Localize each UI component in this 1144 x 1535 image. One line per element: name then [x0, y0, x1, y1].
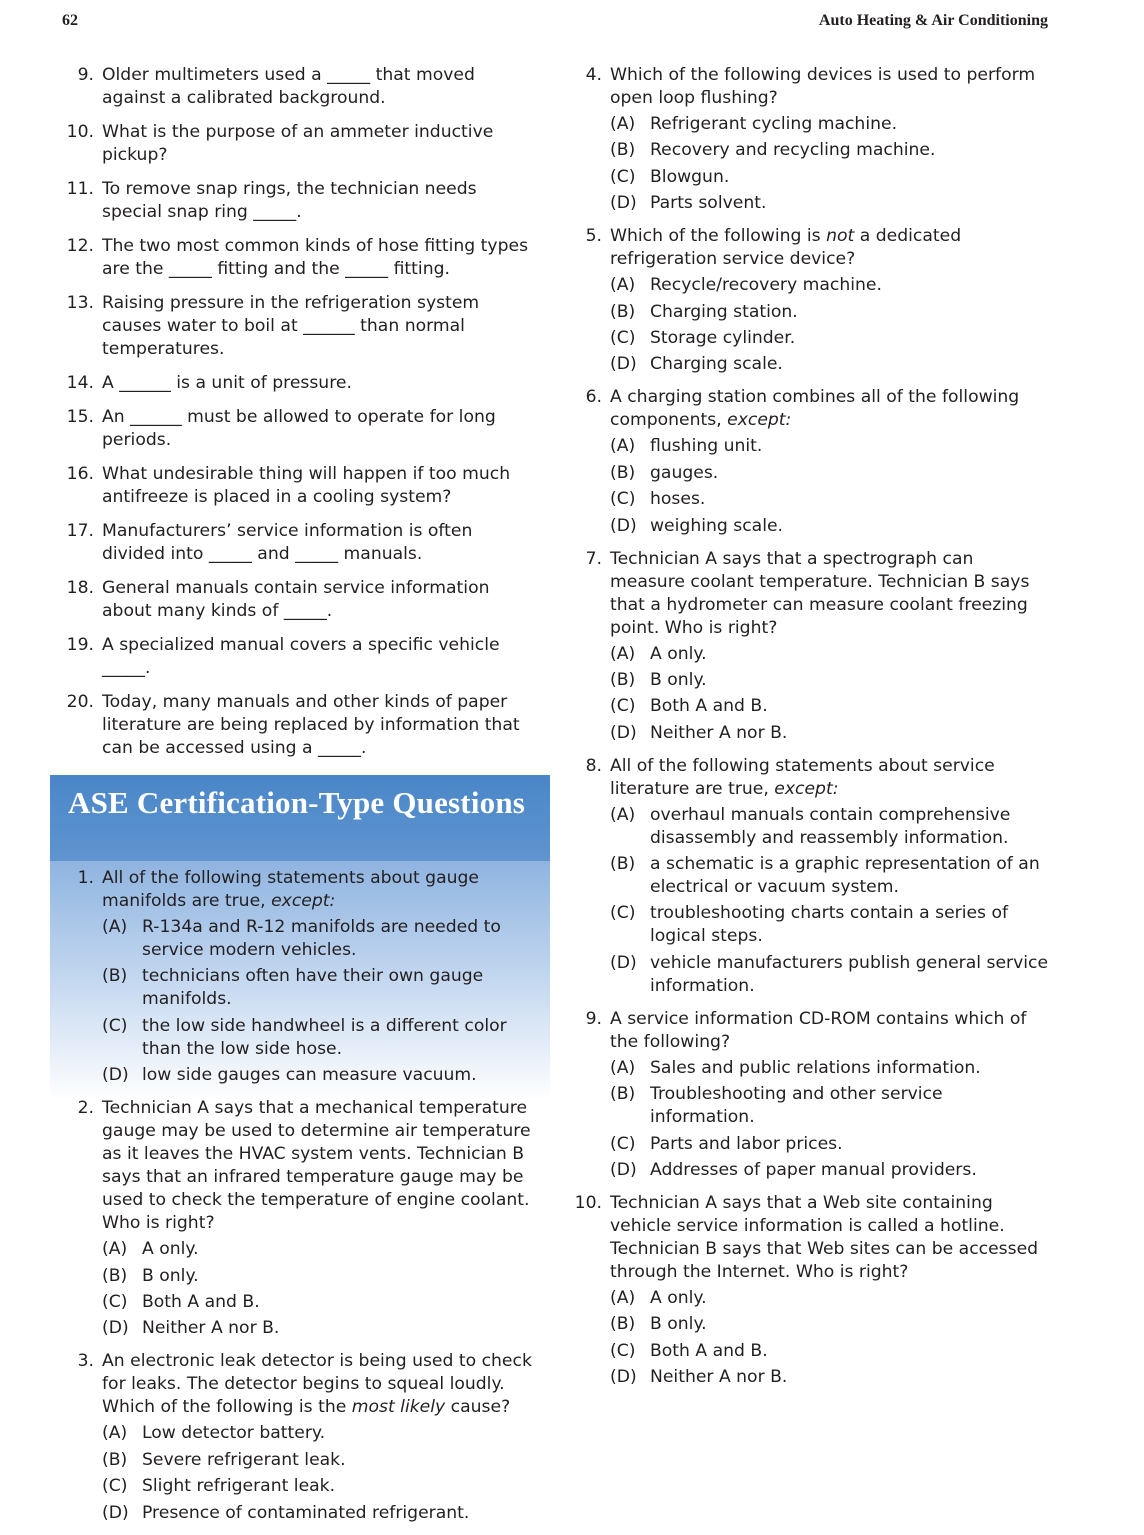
stem-emphasis: not [826, 226, 855, 247]
option-text: hoses. [650, 489, 706, 510]
ase-question [572, 225, 1050, 376]
answer-option [610, 722, 1050, 745]
answer-option [610, 166, 1050, 189]
fill-in-question [64, 634, 540, 680]
ase-question [572, 1192, 1050, 1389]
answer-option [610, 462, 1050, 485]
question-number: 7. [585, 548, 602, 569]
option-letter: (C) [610, 1133, 636, 1154]
option-text: Storage cylinder. [650, 327, 796, 348]
option-text: Recovery and recycling machine. [650, 140, 936, 161]
option-text: Addresses of paper manual providers. [650, 1160, 977, 1181]
option-text: troubleshooting charts contain a series of logical steps. [650, 903, 1009, 947]
question-stem [610, 64, 1050, 110]
option-text: Both A and B. [142, 1291, 260, 1312]
ase-question [572, 1008, 1050, 1182]
stem-text: All of the following statements about service literature are true, [610, 755, 995, 799]
answer-option [610, 952, 1050, 998]
option-letter: (B) [102, 1265, 128, 1286]
option-letter: (A) [610, 436, 636, 457]
option-text: Sales and public relations information. [650, 1057, 981, 1078]
option-text: Charging scale. [650, 354, 783, 375]
answer-options [610, 274, 1050, 376]
question-number: 14. [66, 373, 94, 393]
question-number: 9. [77, 65, 94, 85]
answer-options [102, 1422, 540, 1524]
question-stem [102, 867, 540, 913]
option-text: Neither A nor B. [650, 722, 788, 743]
question-number: 3. [77, 1351, 94, 1372]
option-text: Presence of contaminated refrigerant. [142, 1502, 470, 1523]
question-body [610, 548, 1050, 745]
question-number: 18. [66, 578, 94, 598]
option-letter: (D) [102, 1318, 129, 1339]
answer-options [610, 643, 1050, 745]
answer-option [610, 853, 1050, 899]
option-text: Both A and B. [650, 696, 768, 717]
option-text: vehicle manufacturers publish general service information. [650, 952, 1049, 996]
option-text: gauges. [650, 462, 719, 483]
question-body [102, 1350, 540, 1524]
answer-option [102, 1422, 540, 1445]
option-text: Recycle/recovery machine. [650, 275, 882, 296]
question-body [610, 755, 1050, 998]
answer-option [102, 965, 540, 1011]
page-number: 62 [62, 12, 78, 29]
stem-text: Which of the following is [610, 226, 827, 247]
ase-question [64, 867, 540, 1087]
answer-option [610, 1057, 1050, 1080]
option-text: B only. [650, 669, 707, 690]
option-text: technicians often have their own gauge manifolds. [142, 966, 484, 1010]
option-letter: (C) [102, 1476, 128, 1497]
question-number: 6. [585, 387, 602, 408]
question-body [610, 1192, 1050, 1389]
answer-option [102, 1015, 540, 1061]
answer-option [610, 113, 1050, 136]
option-text: Neither A nor B. [650, 1367, 788, 1388]
question-text: To remove snap rings, the technician needs special snap ring _____. [102, 179, 477, 222]
option-text: overhaul manuals contain comprehensive disassembly and reassembly information. [650, 804, 1011, 848]
answer-option [610, 192, 1050, 215]
option-letter: (C) [102, 1015, 128, 1036]
option-letter: (B) [610, 1314, 636, 1335]
answer-option [610, 139, 1050, 162]
right-column [572, 64, 1050, 1399]
ase-question [572, 755, 1050, 998]
option-text: B only. [650, 1314, 707, 1335]
stem-text: A service information CD-ROM contains which of the following? [610, 1008, 1027, 1052]
fill-in-question [64, 372, 540, 395]
fill-in-question [64, 691, 540, 760]
question-stem [610, 548, 1050, 640]
ase-question [64, 1097, 540, 1340]
option-text: Low detector battery. [142, 1423, 326, 1444]
option-letter: (D) [610, 722, 637, 743]
option-text: Parts solvent. [650, 193, 767, 214]
answer-options [610, 435, 1050, 537]
answer-option [102, 1475, 540, 1498]
question-stem [102, 1097, 540, 1235]
answer-option [610, 695, 1050, 718]
fill-in-question [64, 463, 540, 509]
option-letter: (D) [610, 354, 637, 375]
answer-option [610, 1159, 1050, 1182]
option-letter: (D) [102, 1065, 129, 1086]
question-number: 12. [66, 236, 94, 256]
option-text: Both A and B. [650, 1340, 768, 1361]
answer-option [610, 327, 1050, 350]
option-letter: (A) [102, 1239, 128, 1260]
question-number: 5. [585, 226, 602, 247]
answer-option [610, 1133, 1050, 1156]
fill-in-question [64, 64, 540, 110]
question-number: 20. [66, 692, 94, 712]
option-letter: (D) [610, 1160, 637, 1181]
question-number: 11. [66, 179, 94, 199]
answer-option [610, 1083, 1050, 1129]
stem-text: Technician A says that a spectrograph can measure coolant temperature. Technician B says that a hydrometer can measure coolant freezing point. Who is right? [610, 548, 1030, 638]
question-number: 16. [66, 464, 94, 484]
question-body [102, 867, 540, 1087]
option-letter: (C) [610, 903, 636, 924]
option-letter: (B) [610, 462, 636, 483]
answer-options [102, 1238, 540, 1340]
stem-text: All of the following statements about gauge manifolds are true, [102, 868, 479, 911]
option-letter: (A) [610, 275, 636, 296]
option-letter: (B) [610, 140, 636, 161]
left-column [64, 64, 540, 1535]
answer-option [102, 1317, 540, 1340]
option-letter: (A) [102, 1423, 128, 1444]
option-text: A only. [650, 1288, 707, 1309]
answer-option [102, 1449, 540, 1472]
answer-option [102, 916, 540, 962]
option-letter: (D) [610, 193, 637, 214]
answer-option [610, 353, 1050, 376]
option-letter: (A) [102, 917, 128, 937]
question-stem [610, 1192, 1050, 1284]
option-letter: (B) [102, 966, 128, 987]
answer-options [610, 804, 1050, 998]
answer-option [610, 1366, 1050, 1389]
answer-option [610, 902, 1050, 948]
option-letter: (C) [610, 327, 636, 348]
answer-option [610, 643, 1050, 666]
option-letter: (D) [610, 952, 637, 973]
question-body [610, 225, 1050, 376]
stem-text-end: cause? [445, 1397, 511, 1418]
ase-questions-left [64, 861, 540, 1525]
answer-options [610, 1057, 1050, 1182]
option-letter: (A) [610, 1288, 636, 1309]
option-letter: (B) [610, 669, 636, 690]
option-text: Parts and labor prices. [650, 1133, 843, 1154]
stem-text: A charging station combines all of the following components, [610, 387, 1020, 431]
option-text: R-134a and R-12 manifolds are needed to service modern vehicles. [142, 917, 501, 960]
question-stem [610, 386, 1050, 432]
page-header [0, 12, 1144, 36]
question-stem [610, 225, 1050, 271]
option-text: A only. [650, 643, 707, 664]
question-text: Raising pressure in the refrigeration system causes water to boil at ______ than normal temperatures. [102, 293, 480, 359]
question-number: 1. [77, 868, 94, 888]
option-text: Neither A nor B. [142, 1318, 280, 1339]
option-letter: (C) [610, 166, 636, 187]
option-text: Troubleshooting and other service information. [650, 1084, 943, 1128]
question-stem [610, 1008, 1050, 1054]
answer-option [610, 1287, 1050, 1310]
option-text: Charging station. [650, 301, 798, 322]
stem-emphasis: except: [727, 410, 792, 431]
option-text: B only. [142, 1265, 199, 1286]
answer-option [610, 1313, 1050, 1336]
question-number: 15. [66, 407, 94, 427]
option-letter: (A) [610, 114, 636, 134]
answer-option [102, 1238, 540, 1261]
stem-text: Which of the following devices is used to perform open loop flushing? [610, 65, 1036, 108]
question-text: An ______ must be allowed to operate for long periods. [102, 407, 496, 450]
question-body [610, 64, 1050, 215]
option-text: Severe refrigerant leak. [142, 1449, 346, 1470]
question-body [610, 1008, 1050, 1182]
answer-option [102, 1265, 540, 1288]
answer-option [102, 1064, 540, 1087]
option-letter: (D) [610, 515, 637, 536]
fill-in-question [64, 577, 540, 623]
ase-question [572, 386, 1050, 537]
stem-text-end: a dedicated refrigeration service device? [610, 226, 962, 270]
question-number: 17. [66, 521, 94, 541]
question-stem [102, 1350, 540, 1419]
option-text: Blowgun. [650, 166, 730, 187]
fill-in-question [64, 235, 540, 281]
option-text: flushing unit. [650, 436, 763, 457]
option-letter: (C) [610, 1340, 636, 1361]
answer-option [610, 488, 1050, 511]
question-text: Older multimeters used a _____ that moved against a calibrated background. [102, 65, 475, 108]
stem-emphasis: most likely [351, 1397, 446, 1418]
option-letter: (B) [610, 1084, 636, 1105]
ase-question [572, 64, 1050, 215]
question-number: 8. [585, 755, 602, 776]
answer-option [610, 1340, 1050, 1363]
answer-option [610, 274, 1050, 297]
answer-option [610, 515, 1050, 538]
question-text: Today, many manuals and other kinds of paper literature are being replaced by information that can be accessed using a _____. [102, 692, 520, 758]
question-text: General manuals contain service information about many kinds of _____. [102, 578, 490, 621]
ase-question [64, 1350, 540, 1524]
option-text: Refrigerant cycling machine. [650, 114, 898, 134]
question-text: A specialized manual covers a specific vehicle _____. [102, 635, 500, 678]
ase-section [64, 775, 540, 1525]
stem-text: Technician A says that a mechanical temperature gauge may be used to determine air temperature as it leaves the HVAC system vents. Technician B says that an infrared temperature gauge may be used to check the temperature of engine coolant. Who is right? [102, 1098, 531, 1234]
question-number: 9. [585, 1008, 602, 1029]
ase-heading-band [50, 775, 550, 861]
option-letter: (B) [610, 301, 636, 322]
question-number: 4. [585, 65, 602, 85]
answer-option [610, 804, 1050, 850]
option-letter: (B) [102, 1449, 128, 1470]
question-stem [610, 755, 1050, 801]
option-text: weighing scale. [650, 515, 784, 536]
ase-question [572, 548, 1050, 745]
running-title: Auto Heating & Air Conditioning [818, 12, 1048, 29]
option-letter: (C) [102, 1291, 128, 1312]
option-letter: (A) [610, 1057, 636, 1078]
option-text: the low side handwheel is a different color than the low side hose. [142, 1015, 507, 1059]
option-text: A only. [142, 1239, 199, 1260]
answer-option [610, 669, 1050, 692]
answer-options [102, 916, 540, 1087]
stem-text: An electronic leak detector is being used to check for leaks. The detector begins to squeal loudly. Which of the following is the [102, 1351, 532, 1418]
fill-in-question [64, 406, 540, 452]
option-text: a schematic is a graphic representation of an electrical or vacuum system. [650, 854, 1040, 898]
option-letter: (C) [610, 489, 636, 510]
stem-emphasis: except: [774, 778, 839, 799]
question-number: 10. [66, 122, 94, 142]
question-number: 19. [66, 635, 94, 655]
fill-in-question [64, 520, 540, 566]
option-letter: (D) [610, 1367, 637, 1388]
option-letter: (B) [610, 854, 636, 875]
question-text: Manufacturers’ service information is often divided into _____ and _____ manuals. [102, 521, 473, 564]
answer-options [610, 1287, 1050, 1389]
fill-in-questions [64, 64, 540, 760]
option-text: low side gauges can measure vacuum. [142, 1065, 477, 1086]
stem-text: Technician A says that a Web site containing vehicle service information is called a hotline. Technician B says that Web sites can be accessed through the Internet. Who is right? [610, 1193, 1039, 1283]
option-text: Slight refrigerant leak. [142, 1476, 336, 1497]
answer-option [102, 1291, 540, 1314]
question-number: 2. [77, 1098, 94, 1119]
question-text: What undesirable thing will happen if too much antifreeze is placed in a cooling system? [102, 464, 511, 507]
question-text: What is the purpose of an ammeter inductive pickup? [102, 122, 494, 165]
answer-option [610, 435, 1050, 458]
question-text: The two most common kinds of hose fitting types are the _____ fitting and the _____ fitting. [102, 236, 529, 279]
option-letter: (A) [610, 804, 636, 825]
stem-emphasis: except: [271, 891, 336, 911]
fill-in-question [64, 178, 540, 224]
option-letter: (D) [102, 1502, 129, 1523]
option-letter: (A) [610, 643, 636, 664]
question-text: A ______ is a unit of pressure. [102, 373, 352, 393]
fill-in-question [64, 292, 540, 361]
answer-option [610, 301, 1050, 324]
fill-in-question [64, 121, 540, 167]
answer-options [610, 113, 1050, 215]
question-body [102, 1097, 540, 1340]
question-number: 13. [66, 293, 94, 313]
question-body [610, 386, 1050, 537]
ase-heading: ASE Certification-Type Questions [68, 785, 526, 820]
answer-option [102, 1502, 540, 1525]
question-number: 10. [574, 1193, 602, 1214]
option-letter: (C) [610, 696, 636, 717]
